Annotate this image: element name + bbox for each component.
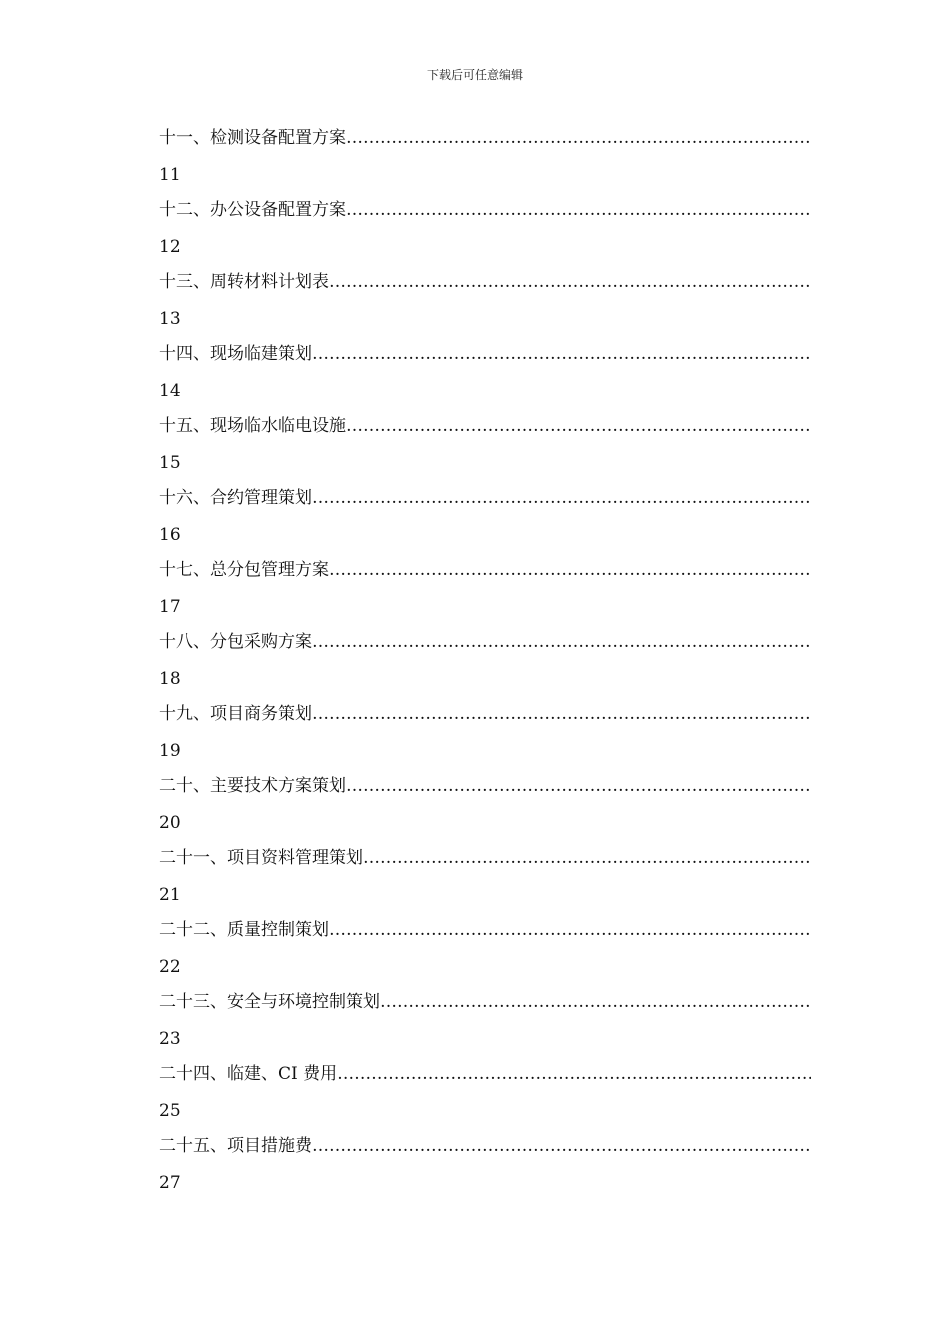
toc-entry-page: 12 — [159, 237, 181, 257]
toc-entry-title: 十三、周转材料计划表 — [159, 272, 329, 292]
toc-dot-leader — [346, 410, 811, 442]
toc-entry[interactable] — [159, 554, 811, 626]
toc-dot-leader — [346, 770, 811, 802]
toc-entry[interactable] — [159, 338, 811, 410]
toc-dot-leader — [312, 626, 811, 658]
toc-entry[interactable] — [159, 842, 811, 914]
toc-entry-title: 十六、合约管理策划 — [159, 488, 312, 508]
toc-entry-page: 14 — [159, 381, 181, 401]
toc-entry-page: 15 — [159, 453, 181, 473]
toc-entry-page: 27 — [159, 1173, 181, 1193]
toc-dot-leader — [312, 698, 811, 730]
toc-entry-title: 十八、分包采购方案 — [159, 632, 312, 652]
toc-entry[interactable] — [159, 986, 811, 1058]
toc-entry[interactable] — [159, 482, 811, 554]
toc-entry-page: 17 — [159, 597, 181, 617]
toc-entry-title: 二十三、安全与环境控制策划 — [159, 992, 380, 1012]
toc-entry[interactable] — [159, 1130, 811, 1202]
toc-entry-page: 23 — [159, 1029, 181, 1049]
toc-entry-title: 二十二、质量控制策划 — [159, 920, 329, 940]
toc-entry[interactable] — [159, 194, 811, 266]
toc-entry-page: 16 — [159, 525, 181, 545]
toc-entry-page: 13 — [159, 309, 181, 329]
toc-entry-page: 18 — [159, 669, 181, 689]
toc-entry-page: 21 — [159, 885, 181, 905]
table-of-contents — [159, 122, 811, 1202]
page-header: 下载后可任意编辑 — [426, 68, 523, 82]
toc-dot-leader — [329, 914, 811, 946]
toc-entry-page: 22 — [159, 957, 181, 977]
toc-entry[interactable] — [159, 770, 811, 842]
toc-entry-title: 十九、项目商务策划 — [159, 704, 312, 724]
toc-entry[interactable] — [159, 698, 811, 770]
toc-dot-leader — [346, 194, 811, 226]
toc-entry-title: 二十一、项目资料管理策划 — [159, 848, 363, 868]
toc-dot-leader — [312, 482, 811, 514]
toc-entry-title: 二十四、临建、CI 费用 — [159, 1064, 338, 1084]
toc-dot-leader — [363, 842, 811, 874]
toc-dot-leader — [337, 1058, 811, 1090]
toc-dot-leader — [346, 122, 811, 154]
toc-entry[interactable] — [159, 122, 811, 194]
toc-entry-title: 二十、主要技术方案策划 — [159, 776, 346, 796]
toc-entry-page: 19 — [159, 741, 181, 761]
toc-entry-title: 十五、现场临水临电设施 — [159, 416, 346, 436]
toc-dot-leader — [312, 1130, 811, 1162]
toc-dot-leader — [329, 554, 811, 586]
toc-entry-title: 十四、现场临建策划 — [159, 344, 312, 364]
toc-dot-leader — [329, 266, 811, 298]
toc-entry[interactable] — [159, 626, 811, 698]
toc-entry[interactable] — [159, 266, 811, 338]
toc-entry-title: 二十五、项目措施费 — [159, 1136, 312, 1156]
toc-entry[interactable] — [159, 410, 811, 482]
toc-entry-page: 11 — [159, 165, 181, 185]
toc-entry-page: 25 — [159, 1101, 181, 1121]
toc-dot-leader — [380, 986, 811, 1018]
toc-entry-title: 十七、总分包管理方案 — [159, 560, 329, 580]
toc-entry[interactable] — [159, 914, 811, 986]
toc-entry-title: 十二、办公设备配置方案 — [159, 200, 346, 220]
toc-entry-title: 十一、检测设备配置方案 — [159, 128, 346, 148]
toc-entry[interactable] — [159, 1058, 811, 1130]
toc-entry-page: 20 — [159, 813, 181, 833]
toc-dot-leader — [312, 338, 811, 370]
